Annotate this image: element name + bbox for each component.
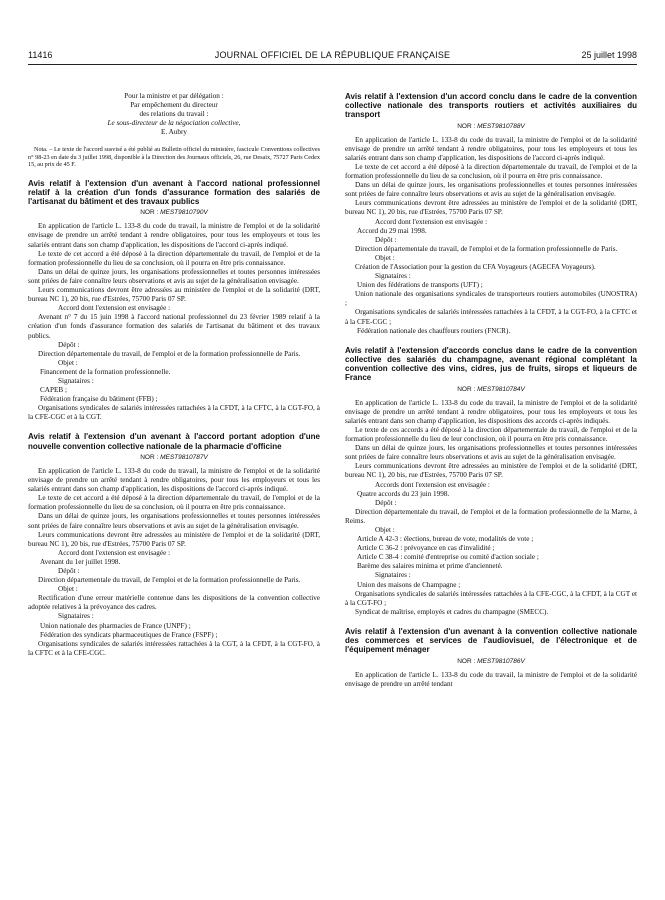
notice-title: Avis relatif à l'extension d'accords conclus dans le cadre de la convention collective des salariés du champagne, avenant régional complétant la convention collective des vins, cidres, jus de fruits, sirops et liqueurs de France xyxy=(345,345,637,383)
field-value: Syndicat de maîtrise, employés et cadres du champagne (SMECC). xyxy=(355,607,549,616)
field-value: Avenant du 1er juillet 1998. xyxy=(40,557,121,566)
field-value: Organisations syndicales de salariés intéressées rattachées à la CFDT, à la CFTC, à la CGT-FO, à la CFE-CGC et à la CGT. xyxy=(28,404,320,422)
body-paragraph: En application de l'article L. 133-8 du code du travail, la ministre de l'emploi et de la solidarité envisage de prendre un arrêté tendant à rendre obligatoires, pour tous les employeurs et tous les salariés entrant dans son champ d'application, les dispositions des accords ci-après indiqués. xyxy=(345,398,637,425)
body-paragraph: Le texte de cet accord a été déposé à la direction départementale du travail, de l'emploi et de la formation professionnelle du lieu de sa conclusion, où il pourra en être pris connaissance. xyxy=(345,162,637,181)
field-value: Quatre accords du 23 juin 1998. xyxy=(357,489,450,498)
field-label: Dépôt : xyxy=(375,498,397,507)
nor-reference xyxy=(28,208,320,217)
field-label: Objet : xyxy=(58,585,78,594)
notice-title: Avis relatif à l'extension d'un avenant à l'accord national professionnel relatif à la création d'un fonds d'assurance formation des salariés de l'artisanat du bâtiment et des travaux publics xyxy=(28,178,320,207)
signature-line: Par empêchement du directeur xyxy=(130,101,218,110)
field-label: Signataires : xyxy=(375,571,411,580)
field-value: Organisations syndicales de salariés intéressées rattachées à la CGT, à la CFDT, à la CGT-FO, à la CFTC et à la CFE-CGC. xyxy=(28,639,320,657)
notice-title: Avis relatif à l'extension d'un accord conclu dans le cadre de la convention collective nationale des transports routiers et activités auxiliaires du transport xyxy=(345,92,637,120)
signature-line: Pour la ministre et par délégation : xyxy=(124,92,224,100)
field-label: Dépôt : xyxy=(375,235,397,244)
signatory-name: E. Aubry xyxy=(161,128,187,137)
journal-title: JOURNAL OFFICIEL DE LA RÉPUBLIQUE FRANÇAISE xyxy=(214,50,451,60)
field-label: Dépôt : xyxy=(58,566,80,575)
field-value: Accord du 29 mai 1998. xyxy=(357,226,427,235)
notice-section xyxy=(345,627,637,689)
field-value: Article A 42-3 : élections, bureau de vote, modalités de vote ; xyxy=(357,535,534,544)
field-label: Signataires : xyxy=(58,612,94,621)
nor-label: NOR : xyxy=(140,453,159,461)
right-column xyxy=(345,92,637,689)
publication-note xyxy=(28,146,320,168)
field-value: Union nationale des pharmacies de France (UNPF) ; xyxy=(40,621,191,630)
body-paragraph: Dans un délai de quinze jours, les organisations professionnelles et toutes personnes intéressées sont priées de faire connaître leurs observations et avis au sujet de la généralisation envisagée. xyxy=(28,267,320,285)
body-paragraph: En application de l'article L. 133-8 du code du travail, la ministre de l'emploi et de la solidarité envisage de prendre un arrêté tendant à rendre obligatoires, pour tous les employeurs et tous les salariés entrant dans son champ d'application, les dispositions de l'accord ci-après indiqué. xyxy=(345,135,637,162)
left-column xyxy=(28,92,320,658)
body-paragraph: Le texte de cet accord a été déposé à la direction départementale du travail, de l'emploi et de la formation professionnelle du lieu de sa conclusion, où il pourra en être pris connaissance. xyxy=(28,249,320,267)
field-value: Direction départementale du travail, de l'emploi et de la formation professionnelle de Paris. xyxy=(38,349,301,358)
field-label: Objet : xyxy=(375,253,395,262)
notice-section xyxy=(28,179,320,423)
field-value: Direction départementale du travail, de l'emploi et de la formation professionnelle de la Marne, à Reims. xyxy=(345,507,637,525)
field-label: Accord dont l'extension est envisagée : xyxy=(58,548,171,557)
body-paragraph: En application de l'article L. 133-8 du code du travail, la ministre de l'emploi et de la solidarité envisage de prendre un arrêté tendant à rendre obligatoires, pour tous les employeurs et tous les salariés entrant dans son champ d'application, les dispositions de l'accord ci-après indiqué. xyxy=(28,466,320,494)
body-paragraph: En application de l'article L. 133-8 du code du travail, la ministre de l'emploi et de la solidarité envisage de prendre un arrêté tendant à rendre obligatoires, pour tous les employeurs et tous les salariés entrant dans son champ d'application, les dispositions de l'accord ci-après indiqué. xyxy=(28,222,320,249)
field-label: Objet : xyxy=(375,525,395,534)
page-header xyxy=(28,50,637,64)
nor-reference xyxy=(345,385,637,394)
note-text: Nota. – Le texte de l'accord susvisé a été publié au Bulletin officiel du ministère, fascicule Conventions collectives n° 98-23 en date du 3 juillet 1998, disponible à la Direction des Journaux officiels, 26, rue Desaix, 75727 Paris Cedex 15, au prix de 45 F. xyxy=(28,146,320,169)
notice-section xyxy=(345,346,637,617)
field-label: Signataires : xyxy=(58,376,94,385)
body-paragraph: Dans un délai de quinze jours, les organisations professionnelles et toutes personnes intéressées sont priées de faire connaître leurs observations et avis au sujet de la généralisation envisagée. xyxy=(345,444,637,462)
signature-title: Le sous-directeur de la négociation collective, xyxy=(107,119,241,128)
nor-code: MEST9810786V xyxy=(477,657,525,665)
field-label: Dépôt : xyxy=(58,340,80,349)
field-value: Fédération française du bâtiment (FFB) ; xyxy=(40,395,158,404)
body-paragraph: Leurs communications devront être adressées au ministère de l'emploi et de la solidarité (DRT, bureau NC 1), 20 bis, rue d'Estrées, 75700 Paris 07 SP. xyxy=(28,286,320,304)
notice-title: Avis relatif à l'extension d'un avenant à la convention collective nationale des commerces et services de l'audiovisuel, de l'électronique et de l'équipement ménager xyxy=(345,626,637,655)
field-value: Fédération nationale des chauffeurs routiers (FNCR). xyxy=(357,326,511,335)
body-paragraph: Leurs communications devront être adressées au ministère de l'emploi et de la solidarité (DRT, bureau NC 1), 20 bis, rue d'Estrées, 75700 Paris 07 SP. xyxy=(345,462,637,480)
body-paragraph: Le texte de cet accord a été déposé à la direction départementale du travail, de l'emploi et de la formation professionnelle du lieu de sa conclusion, où il pourra en être pris connaissance. xyxy=(28,494,320,512)
field-value: Avenant n° 7 du 15 juin 1998 à l'accord national professionnel du 23 février 1989 relatif à la création d'un fonds d'assurance formation des salariés de l'artisanat du bâtiment et des travaux publics. xyxy=(28,313,320,340)
field-value: Organisations syndicales de salariés intéressées rattachées à la CFDT, à la CGT-FO, à la CFTC et à la CFE-CGC ; xyxy=(345,308,637,326)
nor-reference xyxy=(345,122,637,131)
field-value: Union des fédérations de transports (UFT) ; xyxy=(357,281,483,290)
field-label: Accord dont l'extension est envisagée : xyxy=(375,217,488,226)
signature-block xyxy=(28,92,320,137)
header-rule xyxy=(28,64,637,65)
nor-code: MEST9810787V xyxy=(160,453,208,461)
field-label: Objet : xyxy=(58,358,78,367)
field-value: CAPEB ; xyxy=(40,386,67,395)
body-paragraph: Leurs communications devront être adressées au ministère de l'emploi et de la solidarité (DRT, bureau NC 1), 20 bis, rue d'Estrées, 75700 Paris 07 SP. xyxy=(345,199,637,217)
field-value: Direction départementale du travail, de l'emploi et de la formation professionnelle de Paris. xyxy=(355,244,618,253)
nor-label: NOR : xyxy=(457,385,476,393)
nor-reference xyxy=(28,453,320,462)
nor-code: MEST9810790V xyxy=(160,209,208,217)
field-value: Barème des salaires minima et prime d'ancienneté. xyxy=(357,562,503,571)
field-value: Article C 36-2 : prévoyance en cas d'invalidité ; xyxy=(357,544,495,553)
nor-reference xyxy=(345,657,637,666)
field-value: Fédération des syndicats pharmaceutiques de France (FSPF) ; xyxy=(40,630,218,639)
notice-section xyxy=(345,92,637,336)
field-value: Organisations syndicales de salariés intéressées rattachées à la CFE-CGC, à la CFDT, à la CGT et à la CGT-FO ; xyxy=(345,589,637,607)
field-label: Accord dont l'extension est envisagée : xyxy=(58,304,171,313)
page-number: 11416 xyxy=(28,50,53,60)
nor-code: MEST9810784V xyxy=(477,385,525,393)
nor-label: NOR : xyxy=(140,209,159,217)
nor-code: MEST9810788V xyxy=(477,122,525,130)
field-value: Union des maisons de Champagne ; xyxy=(357,580,461,589)
body-paragraph: Leurs communications devront être adressées au ministère de l'emploi et de la solidarité (DRT, bureau NC 1), 20 bis, rue d'Estrées, 75700 Paris 07 SP. xyxy=(28,530,320,548)
nor-label: NOR : xyxy=(457,657,476,665)
publication-date: 25 juillet 1998 xyxy=(581,50,637,60)
body-paragraph: Le texte de ces accords a été déposé à la direction départementale du travail, de l'emploi et de la formation professionnelle du lieu de leur conclusion, où il pourra en être pris connaissance. xyxy=(345,425,637,444)
field-value: Direction départementale du travail, de l'emploi et de la formation professionnelle de Paris. xyxy=(38,576,301,585)
notice-title: Avis relatif à l'extension d'un avenant à l'accord portant adoption d'une nouvelle convention collective nationale de la pharmacie d'officine xyxy=(28,432,320,451)
signature-line: des relations du travail : xyxy=(139,110,209,119)
notice-section xyxy=(28,432,320,657)
nor-label: NOR : xyxy=(457,122,476,130)
field-label: Signataires : xyxy=(375,272,411,281)
field-value: Union nationale des organisations syndicales de transporteurs routiers automobiles (UNOSTRA) ; xyxy=(345,290,637,308)
body-paragraph: En application de l'article L. 133-8 du code du travail, la ministre de l'emploi et de la solidarité envisage de prendre un arrêté tendant xyxy=(345,670,637,688)
field-value: Rectification d'une erreur matérielle contenue dans les dispositions de la convention collective adoptée relatives à la prévoyance des cadres. xyxy=(28,594,320,612)
field-label: Accords dont l'extension est envisagée : xyxy=(375,480,490,489)
body-paragraph: Dans un délai de quinze jours, les organisations professionnelles et toutes personnes intéressées sont priées de faire connaître leurs observations et avis au sujet de la généralisation envisagée. xyxy=(345,181,637,199)
field-value: Création de l'Association pour la gestion du CFA Voyageurs (AGECFA Voyageurs). xyxy=(355,263,596,272)
field-value: Financement de la formation professionnelle. xyxy=(40,367,171,376)
body-paragraph: Dans un délai de quinze jours, les organisations professionnelles et toutes personnes intéressées sont priées de faire connaître leurs observations et avis au sujet de la généralisation envisagée. xyxy=(28,512,320,530)
field-value: Article C 38-4 : comité d'entreprise ou comité d'action sociale ; xyxy=(357,553,539,562)
